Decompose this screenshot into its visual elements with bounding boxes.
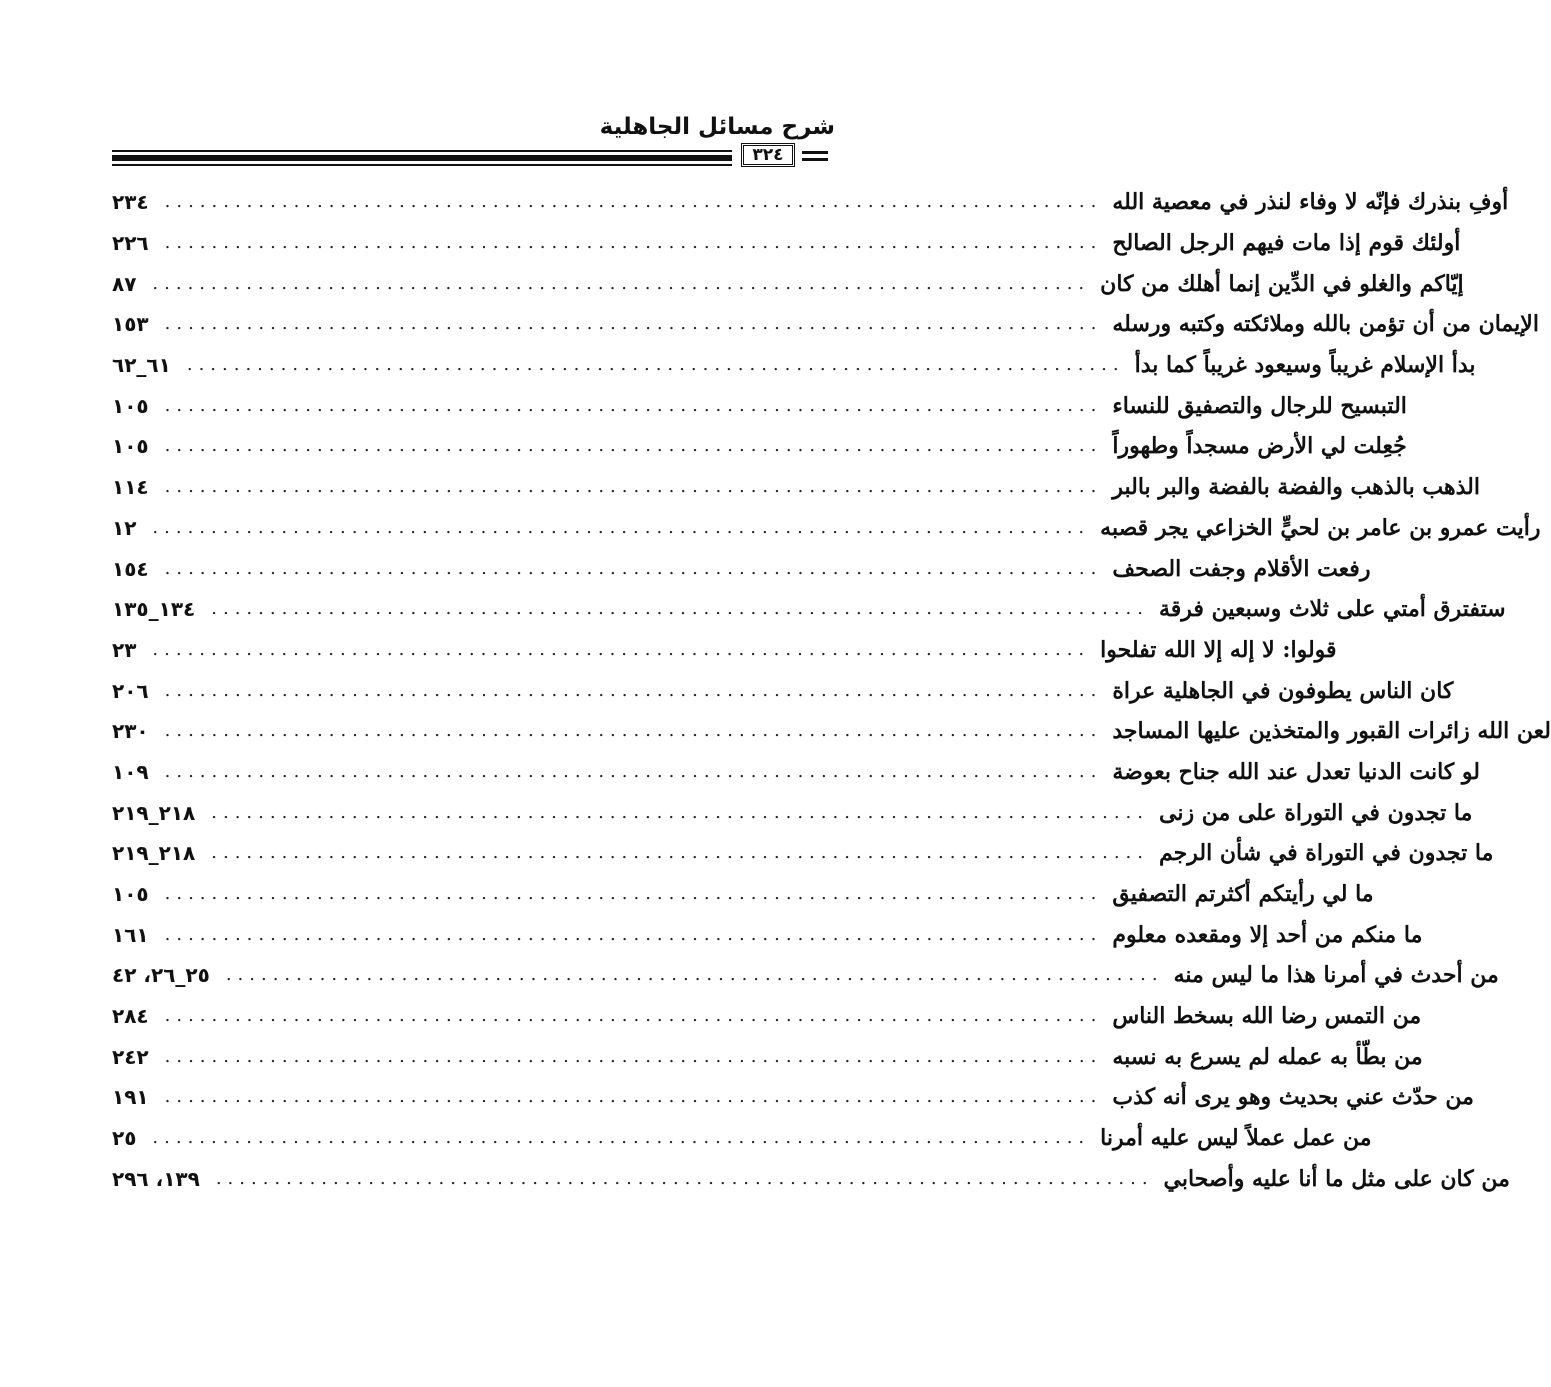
entry-page-reference: ٢٣٠: [112, 719, 149, 744]
dot-leader: ................................................................................: [215, 1167, 1154, 1189]
dot-leader: ................................................................................: [164, 679, 1103, 701]
entry-page-reference: ٦١_٦٢: [112, 353, 171, 378]
index-entry: [112, 345, 1476, 386]
header-rule: [112, 150, 732, 152]
running-title: شرح مسائل الجاهلية: [599, 114, 835, 140]
hadith-index-list: [112, 182, 1551, 1199]
entry-hadith-text: أوفِ بنذرك فإنّه لا وفاء لنذر في معصية الله: [1112, 189, 1509, 216]
entry-page-reference: ٢٢٦: [112, 231, 149, 256]
entry-hadith-text: رفعت الأقلام وجفت الصحف: [1112, 555, 1371, 582]
entry-hadith-text: لعن الله زائرات القبور والمتخذين عليها المساجد: [1112, 718, 1551, 745]
dot-leader: ................................................................................: [164, 923, 1103, 945]
entry-page-reference: ١٢: [112, 515, 137, 540]
entry-page-reference: ٢١٨_٢١٩: [112, 841, 196, 866]
entry-page-reference: ٢٣٤: [112, 190, 149, 215]
dot-leader: ................................................................................: [164, 760, 1103, 782]
entry-page-reference: ٨٧: [112, 271, 137, 296]
entry-hadith-text: قولوا: لا إله إلا الله تفلحوا: [1100, 636, 1337, 663]
entry-page-reference: ١٥٤: [112, 556, 149, 581]
entry-page-reference: ٢٨٤: [112, 1004, 149, 1029]
entry-page-reference: ١٥٣: [112, 312, 149, 337]
entry-hadith-text: من بطّأ به عمله لم يسرع به نسبه: [1112, 1043, 1423, 1070]
entry-page-reference: ٢٤٢: [112, 1044, 149, 1069]
dot-leader: ................................................................................: [164, 394, 1103, 416]
entry-hadith-text: من التمس رضا الله بسخط الناس: [1112, 1003, 1422, 1030]
entry-hadith-text: ما تجدون في التوراة على من زنى: [1158, 799, 1473, 826]
dot-leader: ................................................................................: [164, 232, 1103, 254]
entry-hadith-text: أولئك قوم إذا مات فيهم الرجل الصالح: [1112, 230, 1461, 257]
page-number: ٣٢٤: [741, 143, 795, 167]
index-entry: [112, 426, 1407, 467]
index-entry: [112, 223, 1461, 264]
entry-page-reference: ٢١٨_٢١٩: [112, 800, 196, 825]
dot-leader: ................................................................................: [164, 720, 1103, 742]
index-entry: [112, 1118, 1372, 1159]
entry-page-reference: ١٠٥: [112, 434, 149, 459]
entry-hadith-text: كان الناس يطوفون في الجاهلية عراة: [1112, 677, 1454, 704]
dot-leader: ................................................................................: [164, 1005, 1103, 1027]
dot-leader: ................................................................................: [164, 313, 1103, 335]
header-rule-short: [802, 158, 828, 161]
entry-hadith-text: جُعِلت لي الأرض مسجداً وطهوراً: [1112, 433, 1407, 460]
entry-hadith-text: ستفترق أمتي على ثلاث وسبعين فرقة: [1158, 596, 1506, 623]
dot-leader: ................................................................................: [211, 598, 1149, 620]
header-rule-short: [802, 151, 828, 154]
index-entry: [112, 467, 1480, 508]
entry-page-reference: ١٠٥: [112, 393, 149, 418]
entry-page-reference: ٢٠٦: [112, 678, 149, 703]
index-entry: [112, 955, 1499, 996]
index-entry: [112, 914, 1423, 955]
entry-page-reference: ١٣٩، ٢٩٦: [112, 1166, 200, 1191]
index-entry: [112, 548, 1371, 589]
dot-leader: ................................................................................: [164, 883, 1103, 905]
index-entry: [112, 508, 1541, 549]
index-entry: [112, 1036, 1423, 1077]
header-rule: [112, 164, 732, 166]
index-entry: [112, 304, 1539, 345]
entry-hadith-text: ما لي رأيتكم أكثرتم التصفيق: [1112, 881, 1374, 908]
header-rule-thick: [112, 155, 732, 161]
entry-page-reference: ١٦١: [112, 922, 149, 947]
entry-page-reference: ٢٥_٢٦، ٤٢: [112, 963, 210, 988]
entry-page-reference: ٢٣: [112, 637, 137, 662]
entry-hadith-text: إيّاكم والغلو في الدِّين إنما أهلك من كان: [1100, 270, 1464, 297]
entry-hadith-text: من عمل عملاً ليس عليه أمرنا: [1100, 1125, 1372, 1152]
entry-page-reference: ٢٥: [112, 1126, 137, 1151]
entry-hadith-text: الذهب بالذهب والفضة بالفضة والبر بالبر: [1112, 474, 1480, 501]
dot-leader: ................................................................................: [152, 516, 1091, 538]
index-entry: [112, 385, 1407, 426]
entry-hadith-text: لو كانت الدنيا تعدل عند الله جناح بعوضة: [1112, 758, 1480, 785]
entry-page-reference: ١٠٩: [112, 759, 149, 784]
entry-hadith-text: الإيمان من أن تؤمن بالله وملائكته وكتبه ورسله: [1112, 311, 1539, 338]
dot-leader: ................................................................................: [164, 1045, 1103, 1067]
dot-leader: ................................................................................: [164, 1086, 1103, 1108]
index-entry: [112, 792, 1473, 833]
index-entry: [112, 752, 1480, 793]
index-entry: [112, 589, 1506, 630]
entry-page-reference: ١٣٤_١٣٥: [112, 597, 196, 622]
index-entry: [112, 1077, 1474, 1118]
dot-leader: ................................................................................: [225, 964, 1164, 986]
dot-leader: ................................................................................: [152, 1127, 1091, 1149]
entry-page-reference: ١١٤: [112, 475, 149, 500]
entry-page-reference: ١٠٥: [112, 882, 149, 907]
index-entry: [112, 711, 1551, 752]
index-entry: [112, 996, 1422, 1037]
index-entry: [112, 182, 1509, 223]
dot-leader: ................................................................................: [164, 476, 1103, 498]
entry-hadith-text: بدأ الإسلام غريباً وسيعود غريباً كما بدأ: [1134, 352, 1476, 379]
entry-hadith-text: رأيت عمرو بن عامر بن لحيٍّ الخزاعي يجر قصبه: [1100, 514, 1541, 541]
dot-leader: ................................................................................: [152, 638, 1091, 660]
index-entry: [112, 263, 1464, 304]
entry-hadith-text: التبسيح للرجال والتصفيق للنساء: [1112, 392, 1407, 419]
entry-hadith-text: من أحدث في أمرنا هذا ما ليس منه: [1173, 962, 1499, 989]
index-entry: [112, 670, 1454, 711]
entry-hadith-text: من كان على مثل ما أنا عليه وأصحابي: [1163, 1165, 1510, 1192]
dot-leader: ................................................................................: [211, 801, 1149, 823]
dot-leader: ................................................................................: [164, 191, 1103, 213]
dot-leader: ................................................................................: [152, 272, 1091, 294]
index-entry: [112, 833, 1494, 874]
dot-leader: ................................................................................: [164, 435, 1103, 457]
dot-leader: ................................................................................: [211, 842, 1149, 864]
entry-page-reference: ١٩١: [112, 1085, 149, 1110]
entry-hadith-text: من حدّث عني بحديث وهو يرى أنه كذب: [1112, 1084, 1474, 1111]
index-entry: [112, 874, 1374, 915]
dot-leader: ................................................................................: [164, 557, 1103, 579]
entry-hadith-text: ما تجدون في التوراة في شأن الرجم: [1158, 840, 1494, 867]
entry-hadith-text: ما منكم من أحد إلا ومقعده معلوم: [1112, 921, 1423, 948]
dot-leader: ................................................................................: [186, 354, 1125, 376]
index-entry: [112, 630, 1337, 671]
index-entry: [112, 1159, 1510, 1200]
